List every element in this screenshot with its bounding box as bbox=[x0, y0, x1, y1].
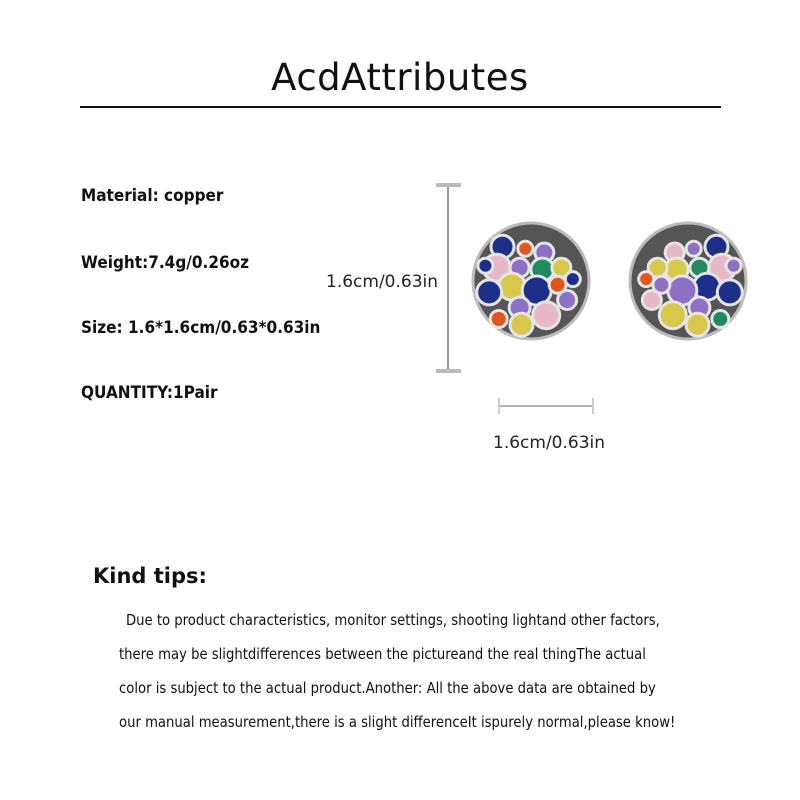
tip-line: color is subject to the actual product.Another: All the above data are obtained by bbox=[119, 679, 656, 697]
gem bbox=[642, 291, 661, 310]
gem bbox=[712, 311, 729, 328]
gem bbox=[726, 258, 741, 273]
tips-heading: Kind tips: bbox=[93, 564, 207, 588]
spec-quantity: QUANTITY:1Pair bbox=[81, 383, 218, 403]
height-label: 1.6cm/0.63in bbox=[326, 272, 439, 292]
gem bbox=[477, 280, 502, 305]
height-measure-line bbox=[436, 185, 461, 371]
gem bbox=[558, 291, 577, 310]
gem bbox=[533, 302, 560, 329]
gem bbox=[686, 313, 709, 336]
tip-line: there may be slightdifferences between the pictureand the real thingThe actual bbox=[119, 645, 646, 663]
gem bbox=[565, 272, 580, 287]
earring-left bbox=[473, 223, 589, 339]
gem bbox=[518, 241, 533, 256]
spec-size: Size: 1.6*1.6cm/0.63*0.63in bbox=[81, 318, 321, 338]
spec-weight: Weight:7.4g/0.26oz bbox=[81, 253, 250, 273]
tip-line: our manual measurement,there is a slight differenceIt ispurely normal,please know! bbox=[119, 713, 676, 731]
spec-material: Material: copper bbox=[81, 186, 224, 206]
page-title: AcdAttributes bbox=[271, 56, 529, 99]
tip-line: Due to product characteristics, monitor settings, shooting lightand other factors, bbox=[126, 611, 660, 629]
width-measure-line bbox=[499, 398, 593, 414]
gem bbox=[659, 302, 686, 329]
earring-right bbox=[630, 223, 746, 339]
gem bbox=[510, 313, 533, 336]
gem bbox=[686, 241, 701, 256]
gem bbox=[478, 258, 493, 273]
gem bbox=[717, 280, 742, 305]
gem bbox=[639, 272, 654, 287]
gem bbox=[490, 311, 507, 328]
width-label: 1.6cm/0.63in bbox=[493, 433, 606, 453]
